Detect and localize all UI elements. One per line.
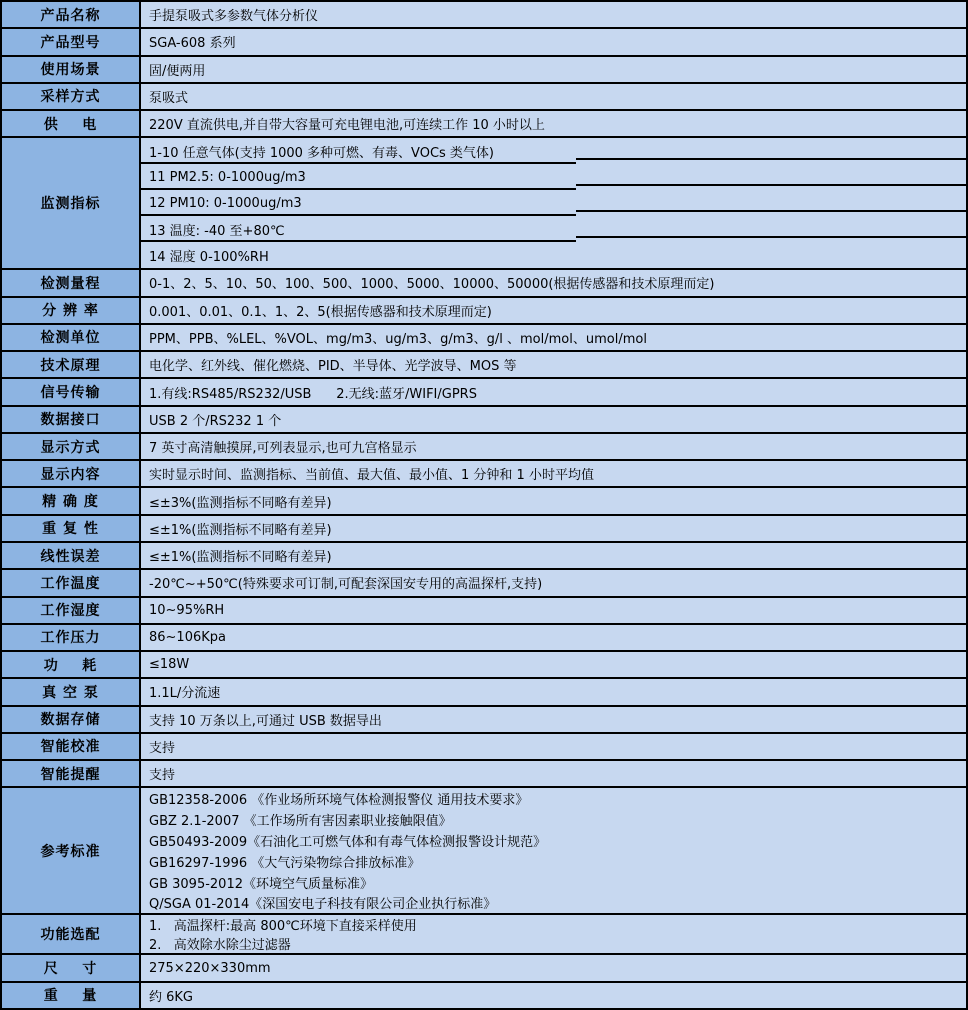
row-data-interface <box>2 407 966 434</box>
standard-text: GB16297-1996 《大气污染物综合排放标准》 <box>149 855 421 871</box>
row-label: 重 量 <box>2 983 141 1008</box>
row-label: 检测单位 <box>2 325 141 350</box>
row-label: 功能选配 <box>2 915 141 953</box>
row-detection-range <box>2 270 966 297</box>
row-value: 0-1、2、5、10、50、100、500、1000、5000、10000、50000(根据传感器和技术原理而定) <box>149 277 715 293</box>
row-value: 0.001、0.01、0.1、1、2、5(根据传感器和技术原理而定) <box>149 304 492 320</box>
row-data-storage <box>2 707 966 734</box>
divider-segment-right <box>576 236 966 238</box>
monitor-item <box>141 216 966 242</box>
row-value: 7 英寸高清触摸屏,可列表显示,也可九宫格显示 <box>149 441 417 457</box>
standard-text: GB50493-2009《石油化工可燃气体和有毒气体检测报警设计规范》 <box>149 834 547 850</box>
row-label: 数据存储 <box>2 707 141 732</box>
row-power-supply <box>2 111 966 138</box>
row-sampling-method <box>2 84 966 111</box>
row-value: 1.1L/分流速 <box>149 686 221 702</box>
row-label: 智能校准 <box>2 734 141 759</box>
row-label: 显示方式 <box>2 434 141 459</box>
row-operating-humidity <box>2 598 966 625</box>
row-label: 工作湿度 <box>2 598 141 623</box>
row-display-content <box>2 461 966 488</box>
row-value: 实时显示时间、监测指标、当前值、最大值、最小值、1 分钟和 1 小时平均值 <box>149 468 594 484</box>
option-text: 2. 高效除水除尘过滤器 <box>149 938 291 954</box>
row-value: ≤18W <box>149 657 190 673</box>
monitor-item <box>141 138 966 164</box>
row-value <box>141 788 966 913</box>
row-smart-reminder <box>2 761 966 788</box>
monitor-item-text: 11 PM2.5: 0-1000ug/m3 <box>149 169 306 185</box>
row-repeatability <box>2 516 966 543</box>
option-text: 1. 高温探杆:最高 800℃环境下直接采样使用 <box>149 919 417 935</box>
row-value: 10~95%RH <box>149 602 225 618</box>
row-value: 支持 <box>149 768 176 784</box>
row-value: 电化学、红外线、催化燃烧、PID、半导体、光学波导、MOS 等 <box>149 359 517 375</box>
row-value: 支持 10 万条以上,可通过 USB 数据导出 <box>149 713 382 729</box>
row-label: 尺 寸 <box>2 955 141 980</box>
monitor-item-text: 14 湿度 0-100%RH <box>149 249 269 265</box>
standard-text: Q/SGA 01-2014《深国安电子科技有限公司企业执行标准》 <box>149 897 497 913</box>
row-label: 显示内容 <box>2 461 141 486</box>
row-model <box>2 29 966 56</box>
row-label: 供 电 <box>2 111 141 136</box>
row-weight <box>2 983 966 1008</box>
row-value: 约 6KG <box>149 989 194 1005</box>
row-operating-temperature <box>2 570 966 597</box>
row-value: 泵吸式 <box>149 90 189 106</box>
row-monitoring-indicators <box>2 138 966 270</box>
row-usage-scene <box>2 57 966 84</box>
monitor-item <box>141 242 966 268</box>
row-value: 手提泵吸式多参数气体分析仪 <box>149 9 319 25</box>
row-value: 86~106Kpa <box>149 629 226 645</box>
option-line <box>141 915 966 934</box>
row-label: 功 耗 <box>2 652 141 677</box>
row-accuracy <box>2 488 966 515</box>
row-label: 监测指标 <box>2 138 141 268</box>
standard-text: GB 3095-2012《环境空气质量标准》 <box>149 876 373 892</box>
row-display-mode <box>2 434 966 461</box>
row-label: 重 复 性 <box>2 516 141 541</box>
row-value <box>141 915 966 953</box>
row-value: 支持 <box>149 740 176 756</box>
row-power-consumption <box>2 652 966 679</box>
row-reference-standards <box>2 788 966 915</box>
row-label: 技术原理 <box>2 352 141 377</box>
divider-segment-right <box>576 210 966 212</box>
row-smart-calibration <box>2 734 966 761</box>
row-label: 智能提醒 <box>2 761 141 786</box>
row-label: 分 辨 率 <box>2 298 141 323</box>
row-value: ≤±1%(监测指标不同略有差异) <box>149 550 332 566</box>
row-label: 工作温度 <box>2 570 141 595</box>
row-value: USB 2 个/RS232 1 个 <box>149 413 282 429</box>
monitor-item-text: 13 温度: -40 至+80℃ <box>149 223 285 239</box>
row-value: 1.有线:RS485/RS232/USB 2.无线:蓝牙/WIFI/GPRS <box>149 386 477 402</box>
standard-line <box>141 809 966 830</box>
row-value: ≤±3%(监测指标不同略有差异) <box>149 495 332 511</box>
row-value: 275×220×330mm <box>149 960 271 976</box>
row-label: 真 空 泵 <box>2 679 141 704</box>
divider-segment-right <box>576 184 966 186</box>
row-technical-principles <box>2 352 966 379</box>
row-value: 固/便两用 <box>149 63 206 79</box>
standard-line <box>141 851 966 872</box>
row-label: 产品名称 <box>2 2 141 27</box>
row-product-name <box>2 2 966 29</box>
row-dimensions <box>2 955 966 982</box>
standard-line <box>141 872 966 893</box>
row-label: 参考标准 <box>2 788 141 913</box>
standard-line <box>141 830 966 851</box>
row-label: 使用场景 <box>2 57 141 82</box>
standard-line <box>141 893 966 914</box>
row-label: 精 确 度 <box>2 488 141 513</box>
row-label: 工作压力 <box>2 625 141 650</box>
monitor-item <box>141 164 966 190</box>
monitor-item <box>141 190 966 216</box>
row-value: -20℃~+50℃(特殊要求可订制,可配套深国安专用的高温探杆,支持) <box>149 577 543 593</box>
row-label: 检测量程 <box>2 270 141 295</box>
row-value: PPM、PPB、%LEL、%VOL、mg/m3、ug/m3、g/m3、g/l 、mol/mol、umol/mol <box>149 331 647 347</box>
divider-segment-right <box>576 158 966 160</box>
row-optional-features <box>2 915 966 955</box>
row-label: 采样方式 <box>2 84 141 109</box>
row-label: 数据接口 <box>2 407 141 432</box>
row-value: SGA-608 系列 <box>149 36 236 52</box>
option-line <box>141 934 966 953</box>
standard-text: GBZ 2.1-2007 《工作场所有害因素职业接触限值》 <box>149 814 452 830</box>
row-signal-transmission <box>2 379 966 406</box>
row-value <box>141 138 966 268</box>
row-detection-units <box>2 325 966 352</box>
monitor-item-text: 12 PM10: 0-1000ug/m3 <box>149 195 302 211</box>
row-value: 220V 直流供电,并自带大容量可充电锂电池,可连续工作 10 小时以上 <box>149 118 545 134</box>
row-label: 信号传输 <box>2 379 141 404</box>
monitor-item-text: 1-10 任意气体(支持 1000 多种可燃、有毒、VOCs 类气体) <box>149 145 495 161</box>
row-linearity-error <box>2 543 966 570</box>
row-value: ≤±1%(监测指标不同略有差异) <box>149 522 332 538</box>
row-resolution <box>2 298 966 325</box>
row-vacuum-pump <box>2 679 966 706</box>
standard-line <box>141 788 966 809</box>
row-label: 产品型号 <box>2 29 141 54</box>
row-operating-pressure <box>2 625 966 652</box>
standard-text: GB12358-2006 《作业场所环境气体检测报警仪 通用技术要求》 <box>149 793 529 809</box>
row-label: 线性误差 <box>2 543 141 568</box>
